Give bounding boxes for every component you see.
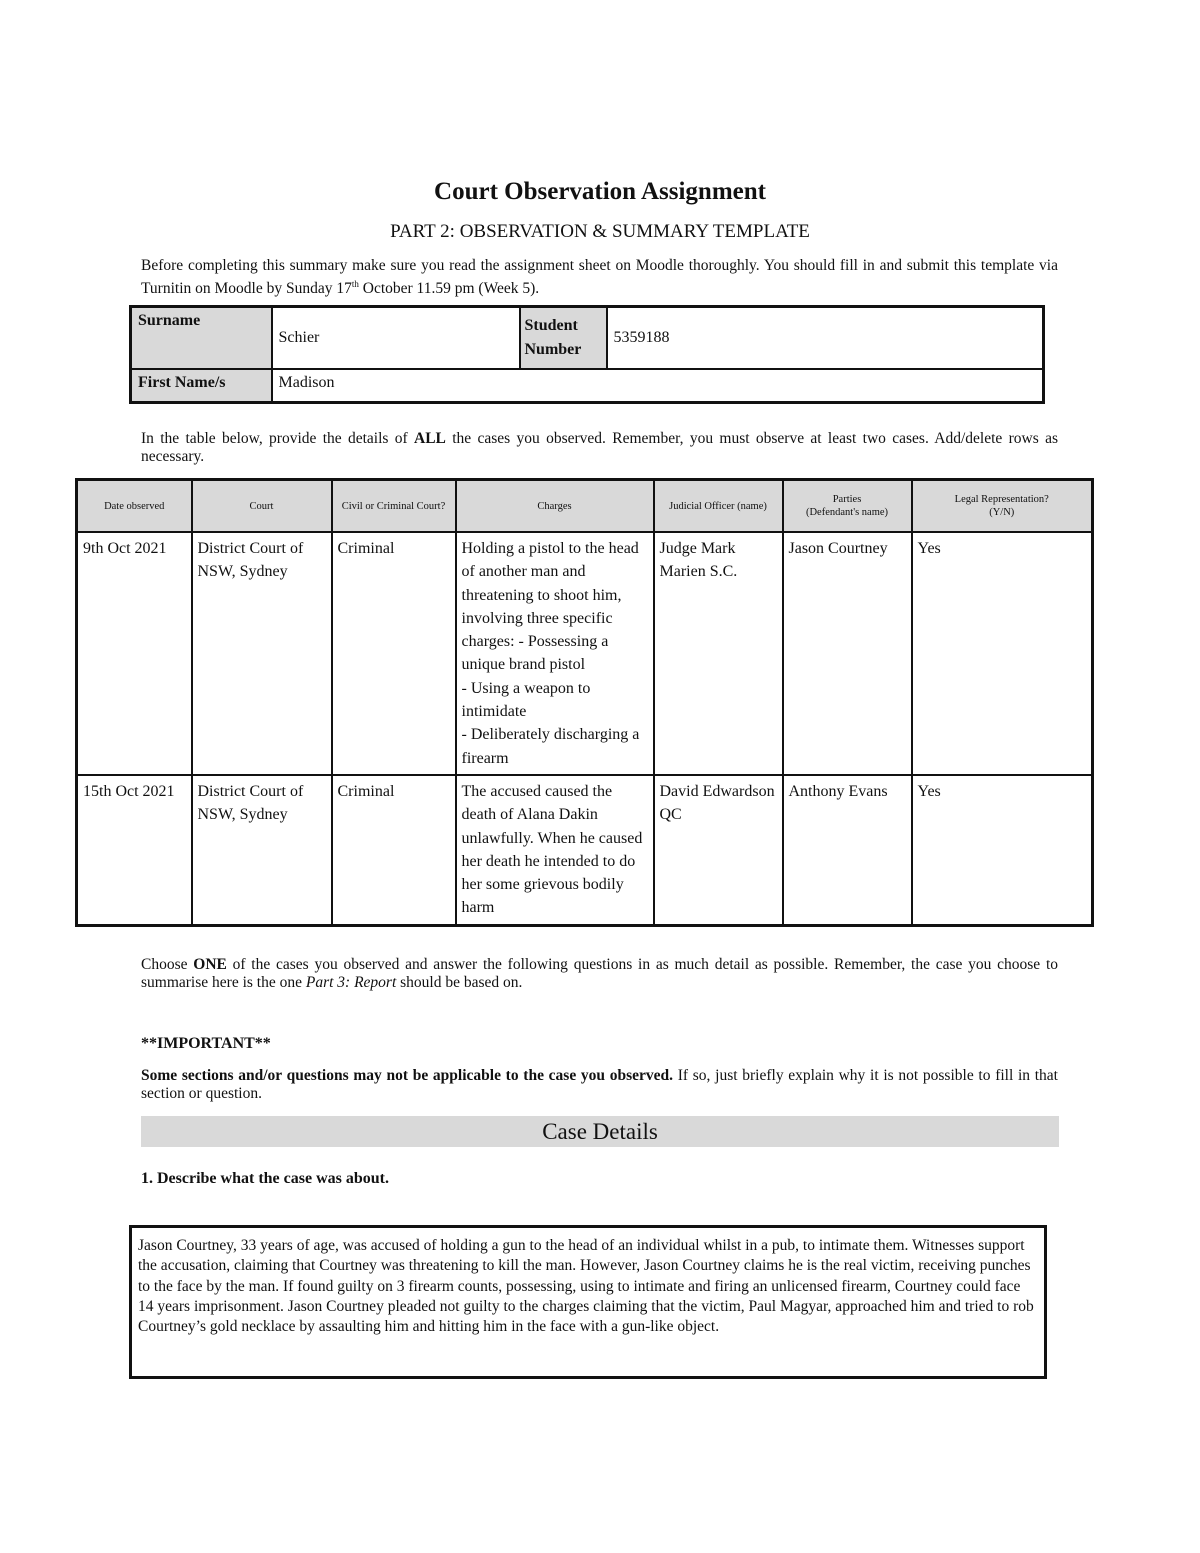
choose-text-middle: of the cases you observed and answer the following questions in as much detail as possible. Remember, the case you choose to summarise here is the one <box>141 956 1059 991</box>
case-legal-representation[interactable]: Yes <box>912 775 1093 925</box>
document-title: Court Observation Assignment <box>434 178 766 205</box>
student-number-value[interactable]: 5359188 <box>607 307 1044 370</box>
case-party[interactable]: Jason Courtney <box>783 532 912 775</box>
surname-label: Surname <box>131 307 272 370</box>
intro-paragraph <box>141 257 1058 298</box>
case-legal-representation[interactable]: Yes <box>912 532 1093 775</box>
header-judicial-officer: Judicial Officer (name) <box>654 480 783 533</box>
cases-table <box>75 478 1094 927</box>
choose-emphasis: ONE <box>193 956 227 973</box>
cases-instructions-text: In the table below, provide the details of <box>141 430 415 447</box>
cases-instructions-emphasis: ALL <box>414 430 446 447</box>
intro-text: Before completing this summary make sure you read the assignment sheet on Moodle thoroughly. You should fill in and submit this template via Turnitin on Moodle by Sunday 17 <box>141 257 1058 298</box>
question-1: 1. Describe what the case was about. <box>141 1170 389 1187</box>
header-charges: Charges <box>456 480 654 533</box>
case-charges[interactable]: Holding a pistol to the head of another man and threatening to shoot him, involving three specific charges: - Possessing a unique brand pistol - Using a weapon to intimidate - Deliberately discharging a firearm <box>456 532 654 775</box>
header-court-type: Civil or Criminal Court? <box>332 480 456 533</box>
case-court-type[interactable]: Criminal <box>332 532 456 775</box>
case-court[interactable]: District Court of NSW, Sydney <box>192 532 332 775</box>
header-date: Date observed <box>77 480 192 533</box>
surname-value[interactable]: Schier <box>272 307 520 370</box>
cases-instructions <box>141 430 1058 466</box>
case-charges[interactable]: The accused caused the death of Alana Dakin unlawfully. When he caused her death he intended to do her some grievous bodily harm <box>456 775 654 925</box>
choose-text: Choose <box>141 956 194 973</box>
student-number-label: Student Number <box>520 307 607 370</box>
first-name-value[interactable]: Madison <box>272 369 1044 402</box>
document-subtitle: PART 2: OBSERVATION & SUMMARY TEMPLATE <box>390 221 810 242</box>
cases-header-row <box>77 480 1093 533</box>
important-heading: **IMPORTANT** <box>141 1035 271 1052</box>
important-text: If so, just briefly explain why it is not possible to fill in that section or question. <box>141 1067 1058 1102</box>
section-banner: Case Details <box>141 1116 1059 1147</box>
case-date[interactable]: 15th Oct 2021 <box>77 775 192 925</box>
table-row <box>77 532 1093 775</box>
cases-instructions-text-end: the cases you observed. Remember, you must observe at least two cases. Add/delete rows as necessary. <box>141 430 1059 465</box>
answer-1-box[interactable]: Jason Courtney, 33 years of age, was accused of holding a gun to the head of an individual whilst in a pub, to intimate them. Witnesses support the accusation, claiming that Courtney was threatening to kill the man. However, Jason Courtney claims he is the real victim, receiving punches to the face by the man. If found guilty on 3 firearm counts, possessing, using to intimate and firing an unlicensed firearm, Courtney could face 14 years imprisonment. Jason Courtney pleaded not guilty to the charges claiming that the victim, Paul Magyar, approached him and tried to rob Courtney’s gold necklace by assaulting him and hitting him in the face with a gun-like object. <box>129 1225 1047 1379</box>
header-legal-representation: Legal Representation? (Y/N) <box>912 480 1093 533</box>
first-name-label: First Name/s <box>131 369 272 402</box>
table-row <box>77 775 1093 925</box>
case-date[interactable]: 9th Oct 2021 <box>77 532 192 775</box>
intro-superscript: th <box>351 279 359 289</box>
intro-text-end: October 11.59 pm (Week 5). <box>358 280 540 298</box>
case-judicial-officer[interactable]: David Edwardson QC <box>654 775 783 925</box>
case-party[interactable]: Anthony Evans <box>783 775 912 925</box>
important-bold-text: Some sections and/or questions may not be applicable to the case you observed. <box>141 1067 674 1084</box>
choose-report-reference: Part 3: Report <box>305 974 397 991</box>
case-court-type[interactable]: Criminal <box>332 775 456 925</box>
student-info-table <box>129 305 1045 404</box>
case-court[interactable]: District Court of NSW, Sydney <box>192 775 332 925</box>
header-parties: Parties (Defendant's name) <box>783 480 912 533</box>
choose-text-end: should be based on. <box>396 974 523 991</box>
choose-case-paragraph <box>141 956 1058 992</box>
important-paragraph <box>141 1067 1058 1103</box>
header-court: Court <box>192 480 332 533</box>
case-judicial-officer[interactable]: Judge Mark Marien S.C. <box>654 532 783 775</box>
